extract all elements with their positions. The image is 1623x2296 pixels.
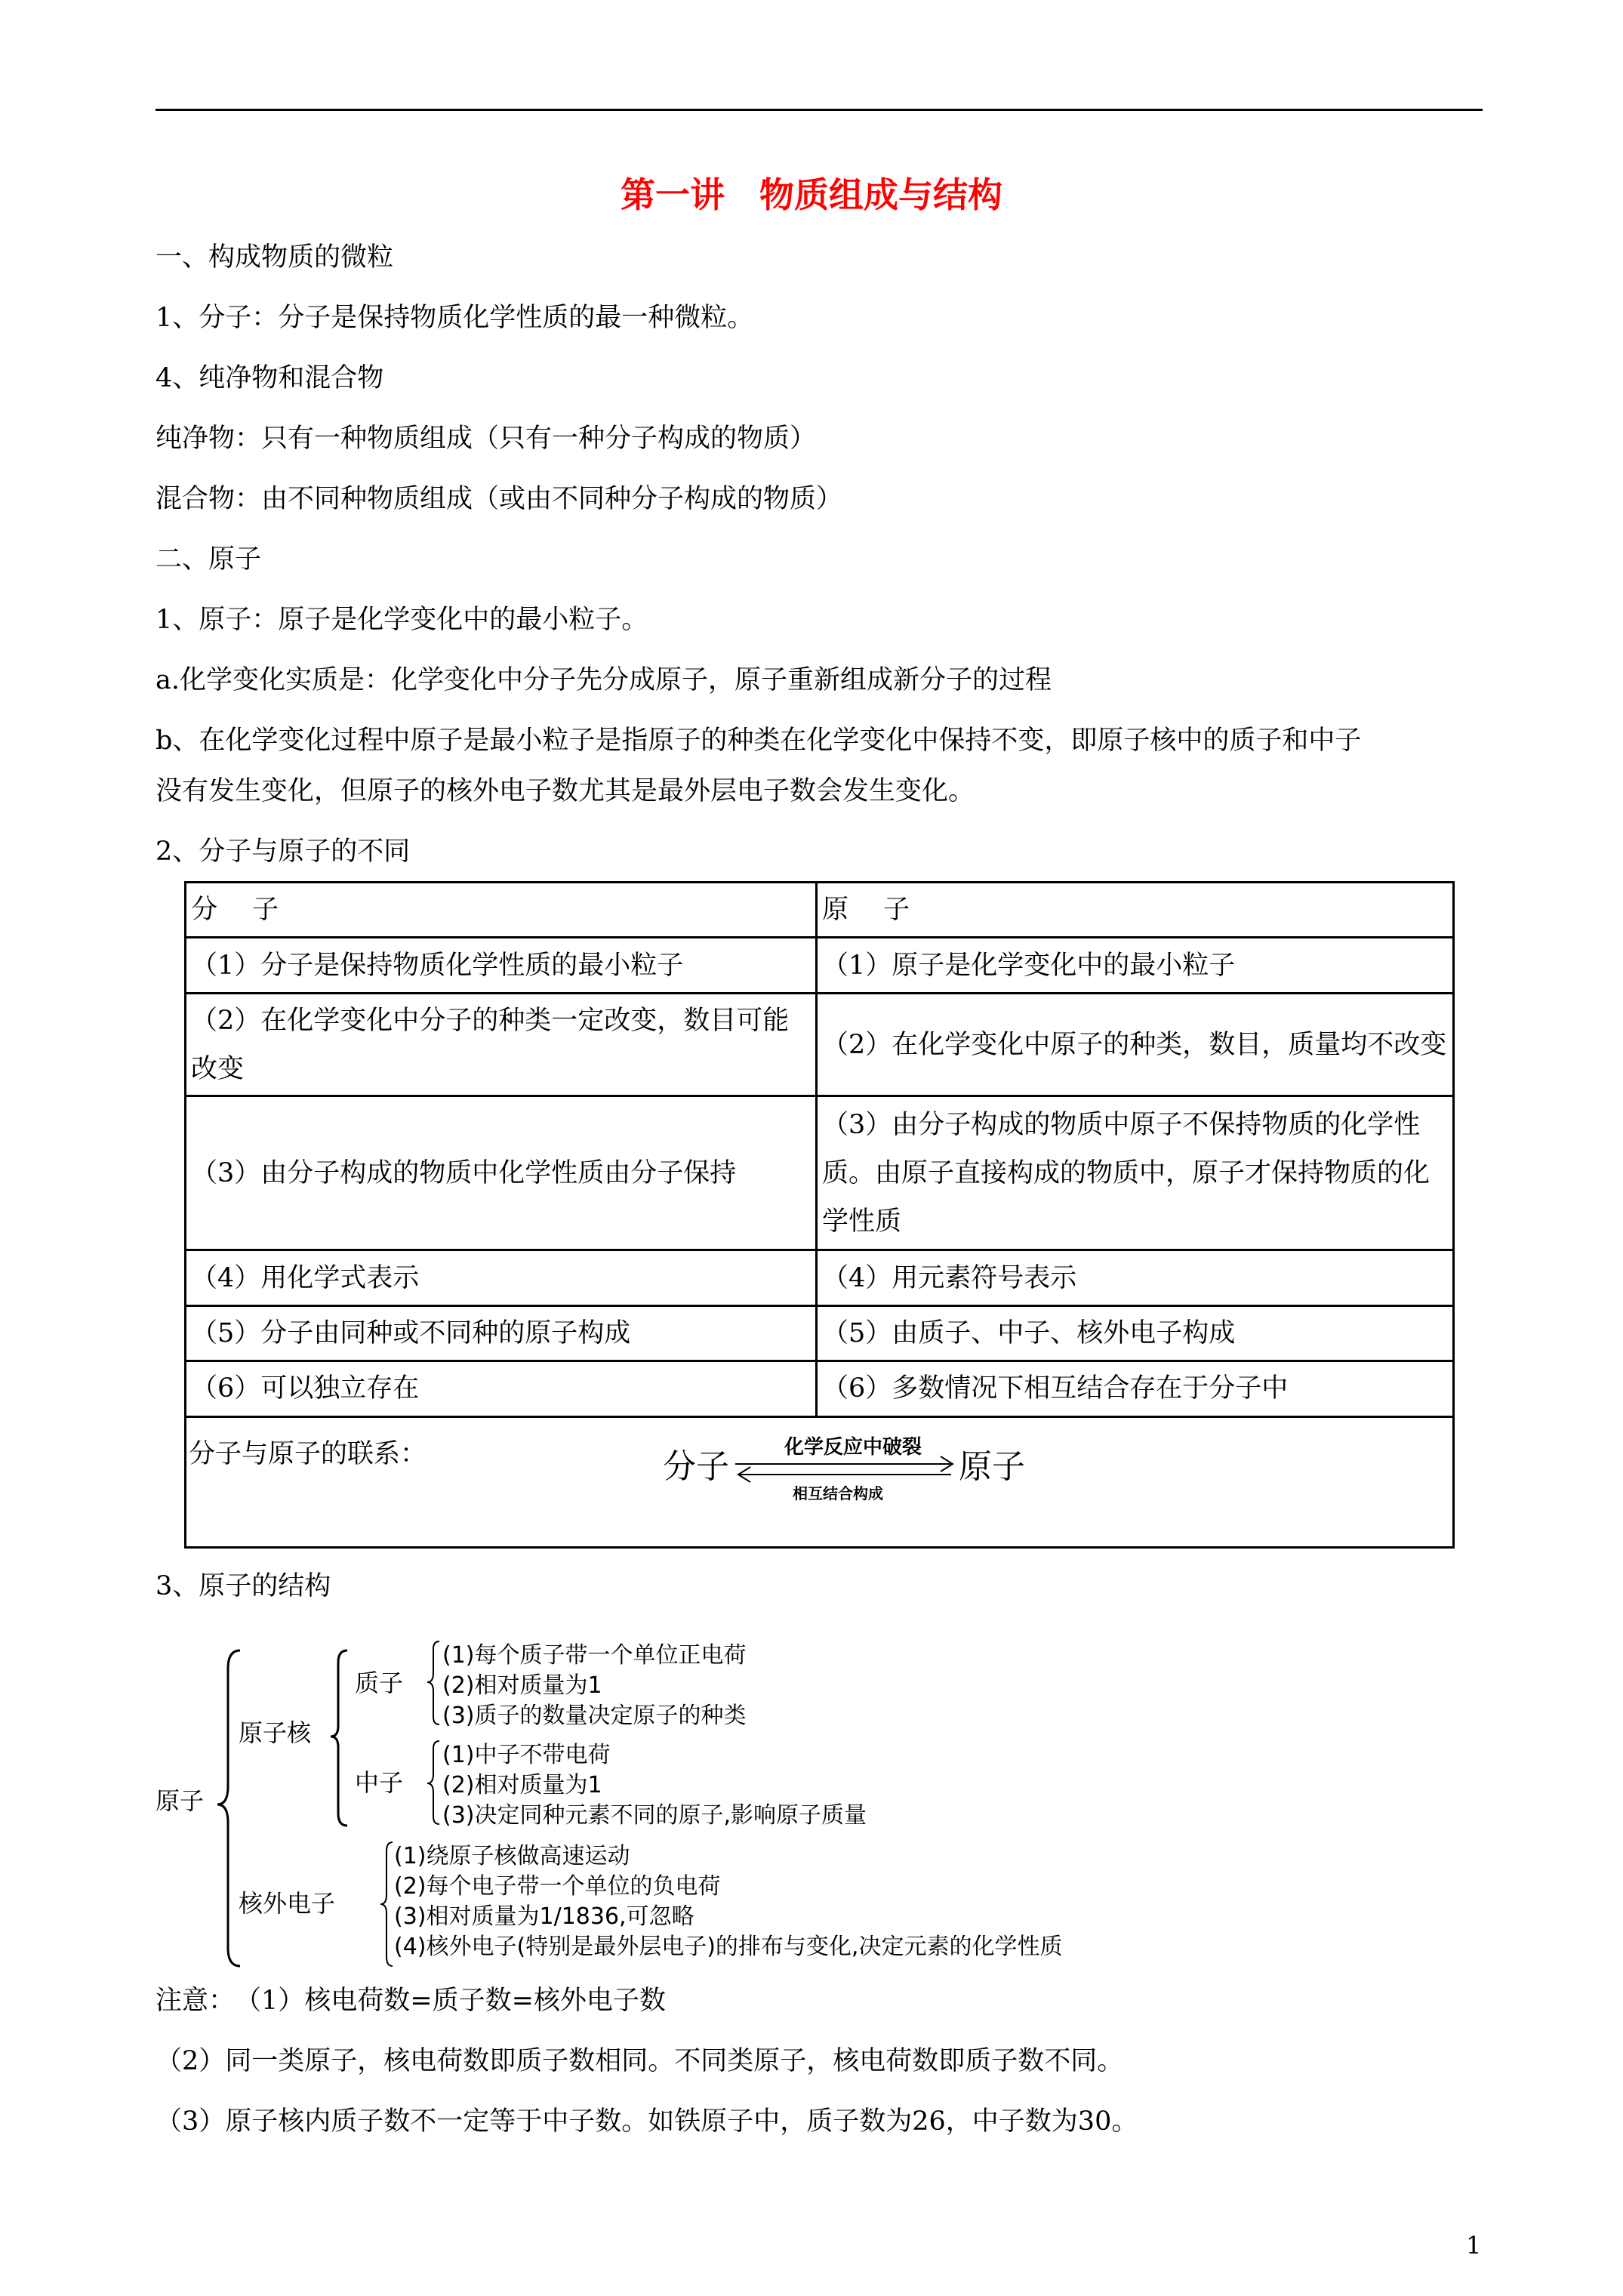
proton-item: (3)质子的数量决定原子的种类 [442, 1703, 747, 1729]
relation-top-label: 化学反应中破裂 [784, 1436, 922, 1459]
table-row [186, 1250, 1454, 1305]
table-row [186, 1305, 1454, 1361]
electron-item: (2)每个电子带一个单位的负电荷 [394, 1873, 721, 1900]
nucleus-brace [331, 1650, 347, 1826]
table-cell: （4）用元素符号表示 [817, 1250, 1454, 1305]
proton-brace [427, 1641, 439, 1724]
electron-item: (1)绕原子核做高速运动 [394, 1843, 630, 1869]
atom-structure-diagram [151, 1638, 1389, 1986]
neutron-item: (3)决定同种元素不同的原子,影响原子质量 [442, 1802, 867, 1829]
note-3: （3）原子核内质子数不一定等于中子数。如铁原子中，质子数为26，中子数为30。 [156, 2106, 1138, 2137]
header-molecule: 分 子 [186, 883, 817, 938]
mixture: 混合物：由不同种物质组成（或由不同种分子构成的物质） [156, 484, 843, 514]
table-cell: （1）分子是保持物质化学性质的最小粒子 [186, 938, 817, 993]
electron-item: (4)核外电子(特别是最外层电子)的排布与变化,决定元素的化学性质 [394, 1934, 1063, 1960]
table-cell: （2）在化学变化中分子的种类一定改变，数目可能改变 [186, 993, 817, 1096]
diff-heading: 2、分子与原子的不同 [156, 837, 411, 867]
table-cell: （6）可以独立存在 [186, 1361, 817, 1416]
structure-proton: 质子 [355, 1669, 404, 1697]
table-row [186, 1096, 1454, 1250]
structure-neutron: 中子 [355, 1768, 404, 1797]
page-number: 1 [1466, 2231, 1482, 2260]
note-a: a.化学变化实质是：化学变化中分子先分成原子，原子重新组成新分子的过程 [156, 665, 1052, 695]
pure-mixed-heading: 4、纯净物和混合物 [156, 363, 384, 393]
note-1: 注意： （1）核电荷数=质子数=核外电子数 [156, 1986, 666, 2016]
structure-root: 原子 [156, 1786, 205, 1815]
neutron-item: (2)相对质量为1 [442, 1772, 602, 1798]
relation-atom: 原子 [959, 1447, 1025, 1486]
proton-item: (1)每个质子带一个单位正电荷 [442, 1642, 747, 1669]
table-cell: （5）由质子、中子、核外电子构成 [817, 1305, 1454, 1361]
page-title: 第一讲 物质组成与结构 [621, 174, 1002, 215]
table-row [186, 1361, 1454, 1416]
structure-electron: 核外电子 [239, 1889, 336, 1918]
relation-label: 分子与原子的联系： [189, 1439, 427, 1469]
atom-definition: 1、原子：原子是化学变化中的最小粒子。 [156, 605, 648, 635]
structure-nucleus: 原子核 [239, 1718, 312, 1747]
section1-heading: 一、构成物质的微粒 [156, 242, 394, 273]
table-cell: （4）用化学式表示 [186, 1250, 817, 1305]
proton-item: (2)相对质量为1 [442, 1672, 602, 1699]
relation-bottom-label: 相互结合构成 [793, 1484, 883, 1502]
table-cell: （6）多数情况下相互结合存在于分子中 [817, 1361, 1454, 1416]
header-rule [156, 109, 1483, 111]
relation-molecule: 分子 [663, 1447, 729, 1486]
table-cell: （1）原子是化学变化中的最小粒子 [817, 938, 1454, 993]
section2-heading: 二、原子 [156, 544, 262, 575]
root-brace [217, 1650, 240, 1966]
molecule-definition: 1、分子：分子是保持物质化学性质的最一种微粒。 [156, 303, 754, 333]
table-cell: （3）由分子构成的物质中化学性质由分子保持 [186, 1096, 817, 1250]
table-cell: （3）由分子构成的物质中原子不保持物质的化学性质。由原子直接构成的物质中，原子才保持物质的化学性质 [817, 1096, 1454, 1250]
structure-heading: 3、原子的结构 [156, 1571, 331, 1601]
header-atom: 原 子 [817, 883, 1454, 938]
note-2: （2）同一类原子，核电荷数即质子数相同。不同类原子，核电荷数即质子数不同。 [156, 2046, 1124, 2076]
table-cell: （5）分子由同种或不同种的原子构成 [186, 1305, 817, 1361]
table-header-row [186, 883, 1454, 938]
molecule-atom-relation-diagram [657, 1431, 1079, 1514]
note-b-line1: b、在化学变化过程中原子是最小粒子是指原子的种类在化学变化中保持不变，即原子核中的质子和中子 [156, 726, 1362, 756]
pure-substance: 纯净物：只有一种物质组成（只有一种分子构成的物质） [156, 424, 817, 454]
table-row [186, 938, 1454, 993]
table-row [186, 993, 1454, 1096]
neutron-brace [427, 1741, 439, 1824]
electron-item: (3)相对质量为1/1836,可忽略 [394, 1903, 694, 1930]
electron-brace [380, 1842, 393, 1966]
table-cell: （2）在化学变化中原子的种类，数目，质量均不改变 [817, 993, 1454, 1096]
neutron-item: (1)中子不带电荷 [442, 1742, 611, 1768]
note-b-line2: 没有发生变化，但原子的核外电子数尤其是最外层电子数会发生变化。 [156, 776, 975, 806]
